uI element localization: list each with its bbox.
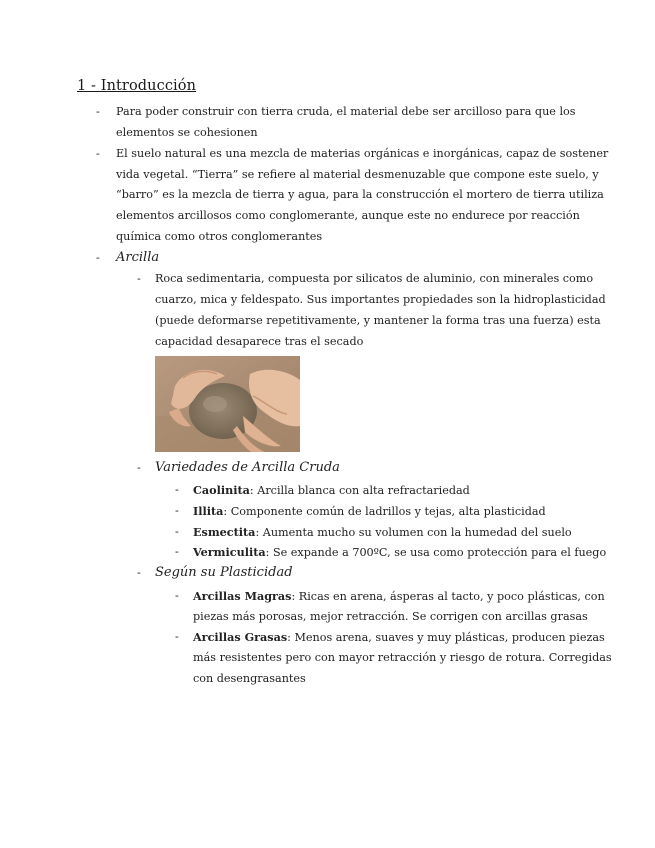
clay-hands-photo (155, 356, 300, 452)
desc-magras: : Ricas en arena, ásperas al tacto, y poco plásticas, con (291, 590, 605, 603)
subheading-arcilla: Arcilla (116, 250, 160, 265)
term-magras: Arcillas Magras (193, 589, 292, 603)
bullet-suelo-line-5: química como otros conglomerantes (116, 230, 323, 243)
bullet-dash: - (96, 105, 100, 118)
bullet-roca-line-3: (puede deformarse repetitivamente, y mantener la forma tras una fuerza) esta (155, 314, 601, 327)
bullet-magras-line-2: piezas más porosas, mejor retracción. Se corrigen con arcillas grasas (193, 610, 588, 623)
bullet-esmectita (193, 522, 572, 544)
bullet-construir-line-2: elementos se cohesionen (116, 126, 258, 139)
bullet-roca-line-4: capacidad desaparece tras el secado (155, 335, 364, 348)
section-heading: 1 - Introducción (77, 78, 197, 94)
bullet-dash: - (175, 525, 179, 538)
bullet-roca-line-2: cuarzo, mica y feldespato. Sus importantes propiedades son la hidroplasticidad (155, 293, 606, 306)
subheading-variedades: Variedades de Arcilla Cruda (155, 460, 340, 475)
bullet-illita (193, 501, 546, 523)
bullet-dash: - (137, 566, 141, 579)
term-vermiculita: Vermiculita (193, 545, 266, 559)
desc-grasas: : Menos arena, suaves y muy plásticas, producen piezas (287, 631, 605, 644)
bullet-suelo-line-2: vida vegetal. “Tierra” se refiere al material desmenuzable que compone este suelo, y (116, 168, 599, 181)
bullet-grasas-line-1 (193, 627, 605, 649)
bullet-grasas-line-2: más resistentes pero con mayor retracción y riesgo de rotura. Corregidas (193, 651, 612, 664)
subheading-plasticidad: Según su Plasticidad (155, 565, 293, 580)
bullet-dash: - (96, 147, 100, 160)
bullet-dash: - (137, 461, 141, 474)
bullet-suelo-line-3: “barro” es la mezcla de tierra y agua, para la construcción el mortero de tierra utiliza (116, 188, 604, 201)
bullet-caolinita (193, 480, 470, 502)
bullet-dash: - (137, 272, 141, 285)
desc-illita: : Componente común de ladrillos y tejas, alta plasticidad (223, 505, 546, 518)
bullet-vermiculita (193, 542, 606, 564)
desc-caolinita: : Arcilla blanca con alta refractariedad (249, 484, 470, 497)
bullet-dash: - (175, 545, 179, 558)
bullet-dash: - (96, 251, 100, 264)
bullet-suelo-line-4: elementos arcillosos como conglomerante, aunque este no endurece por reacción (116, 209, 580, 222)
desc-esmectita: : Aumenta mucho su volumen con la humedad del suelo (255, 526, 572, 539)
term-illita: Illita (193, 504, 224, 518)
term-caolinita: Caolinita (193, 483, 250, 497)
bullet-dash: - (175, 483, 179, 496)
bullet-dash: - (175, 504, 179, 517)
bullet-magras-line-1 (193, 586, 605, 608)
bullet-dash: - (175, 630, 179, 643)
desc-vermiculita: : Se expande a 700ºC, se usa como protección para el fuego (265, 546, 607, 559)
bullet-dash: - (175, 589, 179, 602)
bullet-suelo-line-1: El suelo natural es una mezcla de materias orgánicas e inorgánicas, capaz de sostener (116, 147, 609, 160)
term-grasas: Arcillas Grasas (193, 630, 288, 644)
bullet-roca-line-1: Roca sedimentaria, compuesta por silicatos de aluminio, con minerales como (155, 272, 594, 285)
bullet-construir-line-1: Para poder construir con tierra cruda, el material debe ser arcilloso para que los (116, 105, 576, 118)
bullet-grasas-line-3: con desengrasantes (193, 672, 306, 685)
term-esmectita: Esmectita (193, 525, 256, 539)
